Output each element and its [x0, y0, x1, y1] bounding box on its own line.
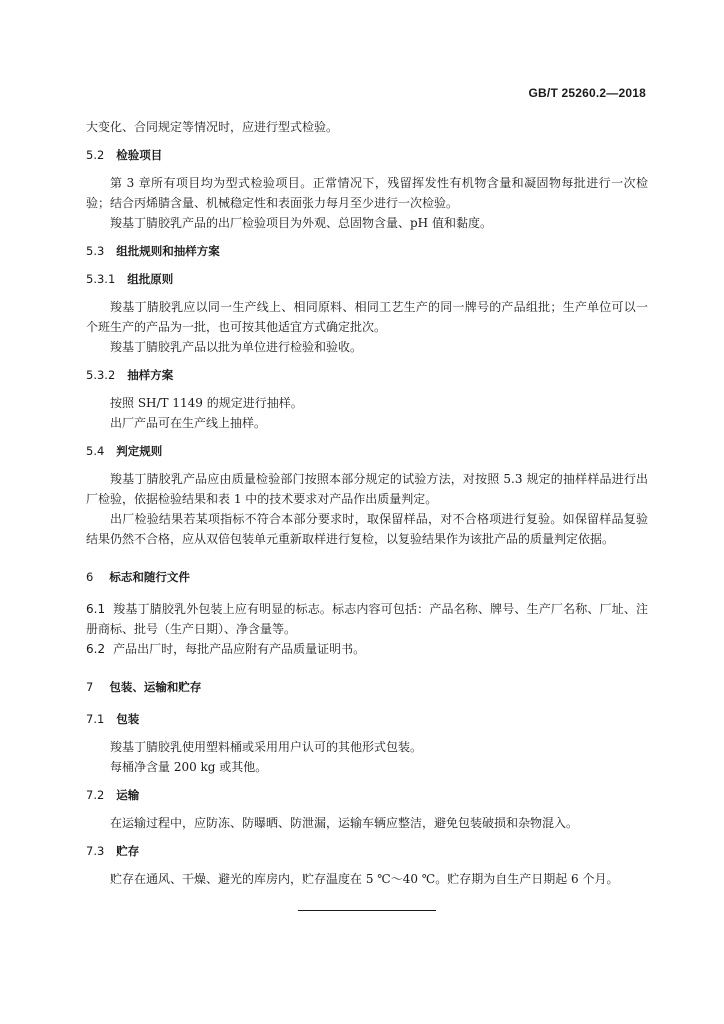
heading-5-4	[86, 441, 648, 461]
paragraph: 第 3 章所有项目均为型式检验项目。正常情况下，残留挥发性有机物含量和凝固物每批进行一次检验；结合丙烯腈含量、机械稳定性和表面张力每月至少进行一次检验。	[86, 176, 648, 210]
paragraph: 羧基丁腈胶乳使用塑料桶或采用用户认可的其他形式包装。	[110, 740, 423, 754]
heading-number: 6	[86, 570, 94, 584]
end-rule	[298, 910, 436, 911]
heading-title: 判定规则	[116, 444, 163, 458]
paragraph: 在运输过程中，应防冻、防曝晒、防泄漏，运输车辆应整洁，避免包装破损和杂物混入。	[110, 816, 579, 830]
document-body	[86, 117, 648, 889]
carry-over-paragraph: 大变化、合同规定等情况时，应进行型式检验。	[86, 120, 339, 134]
paragraph: 出厂检验结果若某项指标不符合本部分要求时，取保留样品，对不合格项进行复验。如保留样品复验结果仍然不合格，应从双倍包装单元重新取样进行复检，以复验结果作为该批产品的质量判定依据。	[86, 512, 648, 546]
heading-number: 5.3.2	[86, 368, 116, 382]
paragraph: 羧基丁腈胶乳产品应由质量检验部门按照本部分规定的试验方法，对按照 5.3 规定的抽样样品进行出厂检验，依据检验结果和表 1 中的技术要求对产品作出质量判定。	[86, 472, 648, 506]
heading-title: 贮存	[116, 844, 140, 858]
paragraph: 羧基丁腈胶乳应以同一生产线上、相同原料、相同工艺生产的同一牌号的产品组批；生产单位可以一个班生产的产品为一批，也可按其他适宜方式确定批次。	[86, 300, 648, 334]
paragraph: 每桶净含量 200 kg 或其他。	[110, 760, 268, 774]
clause-number: 6.2	[86, 642, 106, 656]
heading-title: 抽样方案	[127, 368, 174, 382]
heading-6	[86, 567, 648, 587]
heading-title: 包装、运输和贮存	[109, 680, 202, 694]
clause-6-2	[86, 639, 648, 659]
clause-text: 羧基丁腈胶乳外包装上应有明显的标志。标志内容可包括：产品名称、牌号、生产厂名称、厂址、注册商标、批号（生产日期）、净含量等。	[86, 602, 648, 636]
heading-title: 组批规则和抽样方案	[116, 244, 220, 258]
heading-5-3-2	[86, 365, 648, 385]
heading-number: 7.1	[86, 712, 105, 726]
heading-title: 运输	[116, 788, 140, 802]
paragraph: 羧基丁腈胶乳产品的出厂检验项目为外观、总固物含量、pH 值和黏度。	[110, 216, 492, 230]
clause-text: 产品出厂时，每批产品应附有产品质量证明书。	[113, 642, 366, 656]
paragraph: 羧基丁腈胶乳产品以批为单位进行检验和验收。	[110, 340, 363, 354]
heading-5-2	[86, 145, 648, 165]
heading-title: 检验项目	[116, 148, 163, 162]
heading-7-3	[86, 841, 648, 861]
heading-number: 5.4	[86, 444, 105, 458]
heading-5-3-1	[86, 269, 648, 289]
heading-title: 包装	[116, 712, 140, 726]
heading-number: 7.3	[86, 844, 105, 858]
heading-7-2	[86, 785, 648, 805]
heading-7-1	[86, 709, 648, 729]
heading-title: 标志和随行文件	[109, 570, 190, 584]
heading-number: 5.3	[86, 244, 105, 258]
paragraph: 按照 SH/T 1149 的规定进行抽样。	[110, 396, 303, 410]
heading-number: 5.2	[86, 148, 105, 162]
clause-number: 6.1	[86, 602, 106, 616]
standard-code-header: GB/T 25260.2—2018	[528, 86, 646, 100]
paragraph: 出厂产品可在生产线上抽样。	[110, 416, 267, 430]
heading-7	[86, 677, 648, 697]
paragraph: 贮存在通风、干燥、避光的库房内，贮存温度在 5 ℃～40 ℃。贮存期为自生产日期起 6 个月。	[110, 872, 619, 886]
clause-6-1	[86, 599, 648, 639]
heading-number: 5.3.1	[86, 272, 116, 286]
heading-number: 7	[86, 680, 94, 694]
heading-title: 组批原则	[127, 272, 174, 286]
heading-5-3	[86, 241, 648, 261]
heading-number: 7.2	[86, 788, 105, 802]
